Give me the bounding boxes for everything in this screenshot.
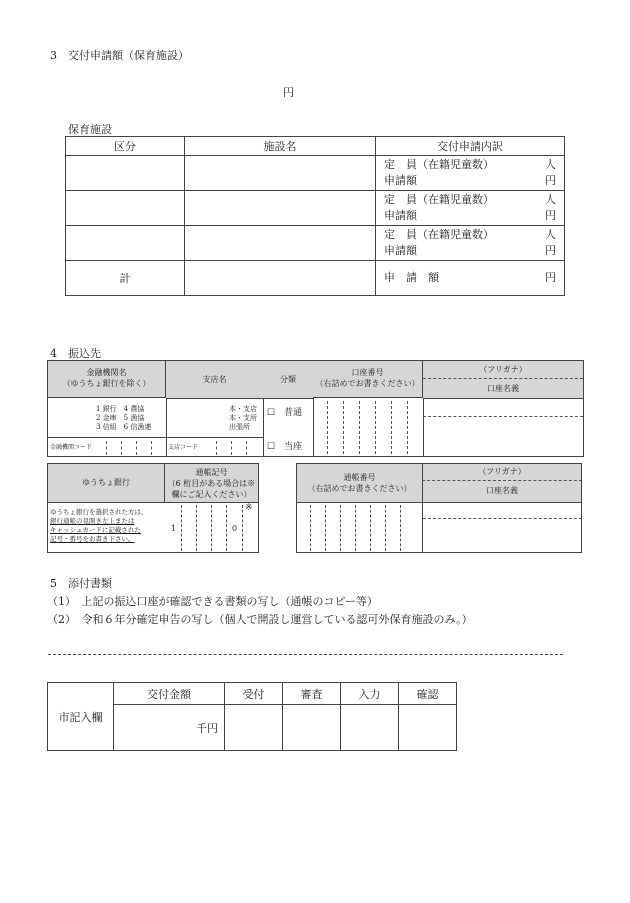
- yucho-note: ゆうちょ銀行を選択された方は、 銀行通帳の見開き左上または キャッシュカードに記載された 記号・番号をお書き下さい。: [50, 508, 148, 543]
- header-review: 審査: [283, 683, 341, 705]
- bank-type-list: 1 銀行 4 農協 2 金庫 5 漁協 3 信組 6 信漁連: [96, 405, 152, 431]
- table-row: [66, 226, 565, 261]
- account-type-cell: [263, 399, 314, 456]
- branch-code-row: 支店コード: [166, 437, 263, 457]
- section3-title: 3 交付申請額（保育施設）: [50, 49, 189, 62]
- holder-cell-yucho[interactable]: [422, 503, 582, 553]
- bank-code-row: 金融機関コード: [48, 437, 166, 457]
- yen-unit: 円: [545, 209, 556, 222]
- person-unit: 人: [545, 158, 556, 171]
- input-cell[interactable]: [341, 705, 399, 751]
- asterisk-mark: ※: [245, 503, 253, 513]
- cut-line: [48, 654, 563, 655]
- header-yucho: ゆうちょ銀行: [47, 463, 165, 503]
- total-amount-label: 申 請 額: [384, 271, 439, 284]
- type-toza-checkbox[interactable]: ☐ 当座: [267, 442, 303, 452]
- header-holder: 口座名義: [423, 379, 583, 399]
- office-use-table: [47, 682, 457, 751]
- number-cell[interactable]: [296, 503, 423, 553]
- account-holder-cell[interactable]: [423, 399, 583, 456]
- header-holder-yucho: 口座名義: [422, 481, 582, 503]
- header-account: 口座番号 （右詰めでお書きください）: [313, 361, 423, 398]
- header-type: 分類: [263, 361, 314, 399]
- amount-label: 申請額: [384, 209, 417, 222]
- symbol-digit-last: 0: [232, 524, 238, 533]
- facility-name-cell[interactable]: [185, 226, 376, 261]
- amount-label: 申請額: [384, 244, 417, 257]
- yen-unit: 円: [545, 244, 556, 257]
- yen-unit: 円: [545, 174, 556, 187]
- table-row: [66, 191, 565, 226]
- table-row: [66, 156, 565, 191]
- facility-table: [65, 136, 565, 296]
- category-cell[interactable]: [66, 191, 185, 226]
- header-bank-name: 金融機関名 （ゆうちょ銀行を除く）: [48, 361, 166, 398]
- person-unit: 人: [545, 193, 556, 206]
- section4-title: 4 振込先: [50, 347, 101, 360]
- receipt-cell[interactable]: [225, 705, 283, 751]
- account-number-cell[interactable]: [313, 399, 424, 456]
- thousand-yen-unit: 千円: [196, 721, 218, 735]
- attachment-item-2: （2） 令和６年分確定申告の写し（個人で開設し運営している認可外保育施設のみ。）: [47, 613, 473, 626]
- header-branch: 支店名: [166, 361, 264, 399]
- category-cell[interactable]: [66, 156, 185, 191]
- bank-name-cell[interactable]: [48, 399, 167, 456]
- branch-type-list: 本・支店 本・支所 出張所: [229, 405, 257, 431]
- capacity-label: 定 員（在籍児童数）: [384, 193, 494, 206]
- attachment-item-1: （1） 上記の振込口座が確認できる書類の写し（通帳のコピー等）: [47, 595, 379, 608]
- branch-cell[interactable]: [166, 399, 264, 456]
- facility-name-cell[interactable]: [185, 191, 376, 226]
- grant-amount-cell[interactable]: [114, 705, 225, 751]
- header-breakdown: 交付申請内訳: [376, 137, 565, 156]
- facility-name-cell[interactable]: [185, 156, 376, 191]
- header-kana: （フリガナ）: [423, 361, 583, 379]
- amount-unit: 円: [283, 86, 294, 99]
- person-unit: 人: [545, 228, 556, 241]
- review-cell[interactable]: [283, 705, 341, 751]
- header-confirm: 確認: [399, 683, 457, 705]
- symbol-digit-first: 1: [171, 524, 177, 533]
- confirm-cell[interactable]: [399, 705, 457, 751]
- section5-title: 5 添付書類: [50, 577, 112, 590]
- header-grant-amount: 交付金額: [114, 683, 225, 705]
- header-category: 区分: [66, 137, 185, 156]
- header-facility-name: 施設名: [185, 137, 376, 156]
- header-receipt: 受付: [225, 683, 283, 705]
- office-use-label: 市記入欄: [48, 683, 114, 751]
- type-futsu-checkbox[interactable]: ☐ 普通: [267, 408, 303, 418]
- total-label: 計: [66, 261, 185, 296]
- total-row: [66, 261, 565, 296]
- breakdown-cell[interactable]: [376, 156, 565, 191]
- symbol-cell[interactable]: [165, 503, 259, 553]
- header-kana-yucho: （フリガナ）: [422, 463, 582, 481]
- total-facility-cell[interactable]: [185, 261, 376, 296]
- header-input: 入力: [341, 683, 399, 705]
- yucho-table: [47, 463, 582, 553]
- capacity-label: 定 員（在籍児童数）: [384, 158, 494, 171]
- amount-label: 申請額: [384, 174, 417, 187]
- category-cell[interactable]: [66, 226, 185, 261]
- header-symbol: 通帳記号 （6 桁目がある場合は※ 欄にご記入ください）: [164, 463, 259, 503]
- total-amount-cell[interactable]: [376, 261, 565, 296]
- breakdown-cell[interactable]: [376, 226, 565, 261]
- yen-unit: 円: [545, 271, 556, 284]
- bank-table: [47, 360, 584, 457]
- breakdown-cell[interactable]: [376, 191, 565, 226]
- capacity-label: 定 員（在籍児童数）: [384, 228, 494, 241]
- facility-subtitle: 保育施設: [68, 123, 112, 136]
- header-number: 通帳番号 （右詰めでお書きください）: [296, 463, 423, 503]
